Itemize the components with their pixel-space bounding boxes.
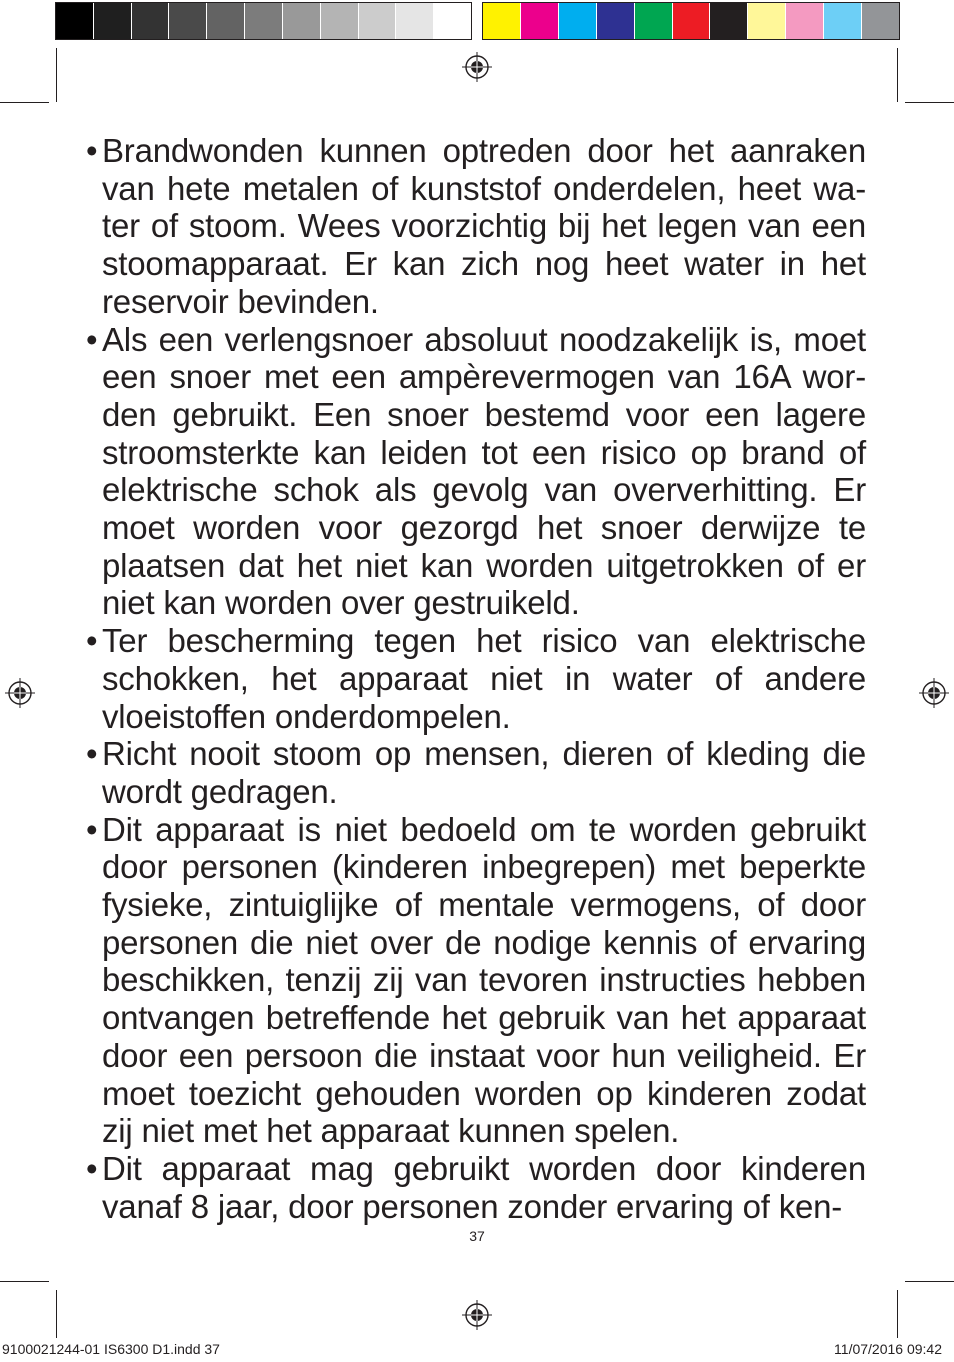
bullet-marker: • [86,810,98,848]
gray-swatch [207,3,245,39]
bullet-marker: • [86,132,98,169]
bullet-text: Ter bescherming tegen het risico van elektrische schokken, het apparaat niet in water of andere vloeistoffen onderdompelen. [102,622,866,735]
color-swatch [710,3,748,39]
gray-swatch [321,3,359,39]
bullet-marker: • [86,1149,98,1187]
color-swatch [597,3,635,39]
bullet-text: Dit apparaat is niet bedoeld om te worden gebruikt door personen (kinderen inbegrepen) met beperkte fysieke, zintuiglijke of mentale vermogens, of door personen die niet over de nodige kennis of ervaring beschikken, tenzij zij van tevoren instructies hebben ontvangen betreffende het gebruik van het apparaat door een persoon die instaat voor hun veiligheid. Er moet toezicht gehouden worden op kinderen zodat zij niet met het apparaat kunnen spelen. [102,810,866,1150]
gray-swatch [245,3,283,39]
crop-mark-bottom-right-vertical [897,1290,898,1338]
crop-mark-bottom-left-vertical [56,1290,57,1338]
gray-swatch [169,3,207,39]
color-swatch [824,3,862,39]
grayscale-color-bar [55,2,472,40]
color-swatch [635,3,673,39]
color-swatch [559,3,597,39]
gray-swatch [359,3,397,39]
gray-swatch [283,3,321,39]
crop-mark-top-right-vertical [897,48,898,102]
gray-swatch [132,3,170,39]
registration-mark-icon [919,678,949,708]
gray-swatch [94,3,132,39]
bullet-text: Richt nooit stoom op mensen, dieren of kleding die wordt gedragen. [102,735,866,810]
bullet-marker: • [86,320,98,358]
bullet-marker: • [86,622,98,660]
bullet-text: Dit apparaat mag gebruikt worden door kinderen vanaf 8 jaar, door personen zonder ervaring of ken- [102,1149,866,1225]
bullet-item [86,1150,866,1225]
bullet-item [86,811,866,1150]
bullet-text: Brandwonden kunnen optreden door het aanraken van hete metalen of kunststof onderdelen, heet wa-ter of stoom. Wees voorzichtig bij het legen van een stoomapparaat. Er kan zich nog heet water in het reservoir bevinden. [102,132,866,320]
bullet-item [86,735,866,810]
slug-file-name: 9100021244-01 IS6300 D1.indd 37 [2,1341,220,1357]
bullet-text: Als een verlengsnoer absoluut noodzakelijk is, moet een snoer met een ampèrevermogen van 16A wor-den gebruikt. Een snoer bestemd voor een lagere stroomsterkte kan leiden tot een risico op brand of elektrische schok als gevolg van oververhitting. Er moet worden voor gezorgd het snoer derwijze te plaatsen dat het niet kan worden uitgetrokken of er niet kan worden over gestruikeld. [102,320,866,622]
gray-swatch [396,3,434,39]
color-swatch [673,3,711,39]
bullet-item [86,321,866,623]
crop-mark-bottom-right-horizontal [905,1281,954,1282]
crop-mark-top-left-horizontal [0,102,49,103]
crop-mark-top-right-horizontal [905,102,954,103]
color-swatch [786,3,824,39]
slug-date-time: 11/07/2016 09:42 [834,1341,942,1357]
crop-mark-top-left-vertical [56,48,57,102]
gray-swatch [434,3,471,39]
crop-mark-bottom-left-horizontal [0,1281,49,1282]
registration-mark-icon [5,678,35,708]
registration-mark-icon [462,1300,492,1330]
process-color-bar [482,2,900,40]
registration-mark-icon [462,52,492,82]
bullet-item [86,132,866,321]
gray-swatch [56,3,94,39]
color-swatch [521,3,559,39]
color-swatch [483,3,521,39]
color-swatch [862,3,899,39]
bullet-marker: • [86,735,98,773]
color-swatch [748,3,786,39]
safety-instructions [86,132,866,1225]
page-number: 37 [469,1228,485,1244]
bullet-item [86,622,866,735]
